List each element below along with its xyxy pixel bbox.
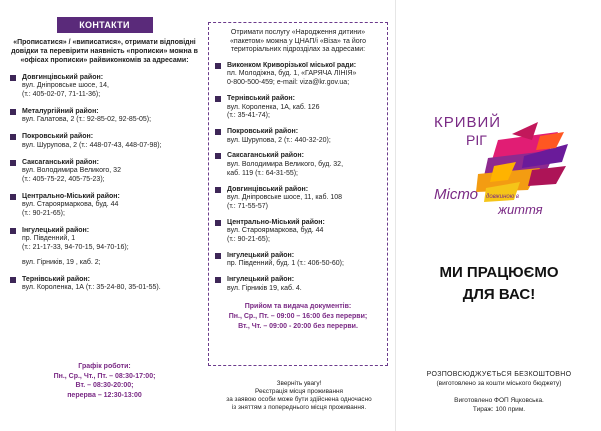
- logo-kryvyi: КРИВИЙ: [434, 114, 502, 131]
- district-address-line: вул. Володимира Великого, 32: [22, 167, 121, 175]
- contacts-panel: [0, 0, 205, 431]
- contacts-intro: «Прописатися» / «виписатися», отримати відповідні довідки та перевірити наявність «прописки» можна в «офісах прописки» райвиконкомів за адресами:: [11, 39, 198, 65]
- district-address-line: вул. Галатова, 2 (т.: 92-85-02, 92-85-05);: [22, 116, 152, 124]
- district-address-line: вул. Володимира Великого, буд. 32,: [227, 161, 344, 169]
- district-name: Виконком Криворізької міської ради:: [227, 61, 357, 69]
- made-by: Виготовлено ФОП Яцковська.: [454, 397, 544, 404]
- district-address-line: вул. Короленка, 1А (т.: 35-24-80, 35-01-55).: [22, 284, 161, 292]
- district-name: Інгулецький район:: [22, 226, 90, 234]
- district-item: [10, 159, 199, 185]
- notice-line: із зняттям з попереднього місця проживання.: [231, 404, 367, 411]
- headline-line: ДЛЯ ВАС!: [462, 286, 536, 303]
- circulation: Тираж: 100 прим.: [472, 406, 526, 413]
- district-address-line: (т.: 90-21-65);: [227, 236, 270, 244]
- district-address-line: (т.: 71-55-57): [227, 202, 268, 210]
- cnap-district-list: [215, 62, 381, 294]
- district-item: [215, 252, 381, 269]
- district-name: Саксаганський район:: [22, 158, 99, 166]
- district-name: Інгулецький район:: [227, 251, 295, 259]
- bullet-square-icon: [10, 160, 16, 166]
- district-name: Інгулецький район:: [227, 276, 295, 284]
- district-address-line: каб. 119 (т.: 64-31-55);: [227, 169, 299, 177]
- district-item: [10, 227, 199, 268]
- schedule-line: Вт. – 08:30-20:00;: [75, 382, 134, 390]
- district-address-line: вул. Короленка, 1А, каб. 126: [227, 103, 320, 111]
- district-address-line: пл. Молодіжна, буд. 1, «ГАРЯЧА ЛІНІЯ»: [227, 70, 357, 78]
- district-address-line: пр. Південний, 1: [22, 235, 76, 243]
- district-item: [215, 95, 381, 121]
- district-address-line: 0-800-500-459; e-mail: viza@kr.gov.ua;: [227, 79, 350, 87]
- district-item: [215, 186, 381, 212]
- notice-line: Зверніть увагу!: [276, 380, 322, 387]
- district-name: Центрально-Міський район:: [22, 192, 120, 200]
- district-address-line: (т.: 405-75-22, 405-75-23);: [22, 175, 105, 183]
- bullet-square-icon: [215, 63, 221, 69]
- district-name: Саксаганський район:: [227, 152, 304, 160]
- reception-title: Прийом та видача документів:: [244, 302, 352, 310]
- bullet-square-icon: [10, 228, 16, 234]
- district-name: Довгинцівський район:: [227, 185, 309, 193]
- logo-misto: Місто: [434, 186, 478, 203]
- cnap-intro: Отримати послугу «Народження дитини» «пакетом» можна у ЦНАП/і «Віза» та його територіальних підрозділах за адресами:: [230, 29, 366, 54]
- schedule-line: Пн., Ср., Чт., Пт. – 08:30-17:00;: [53, 372, 156, 380]
- district-address-line: вул. Гірників 19, каб. 4.: [227, 284, 302, 292]
- district-item: [215, 128, 381, 145]
- district-address-line: вул. Староярмаркова, буд. 44: [22, 201, 119, 209]
- reception-line: Пн., Ср., Пт. – 09:00 – 16:00 без перерви;: [228, 312, 368, 320]
- contacts-district-list: [10, 74, 199, 293]
- attention-notice: [205, 380, 393, 412]
- district-address-line: (т.: 35-41-74);: [227, 112, 270, 120]
- district-name: Центрально-Міський район:: [227, 218, 325, 226]
- bullet-square-icon: [10, 75, 16, 81]
- district-name: Покровський район:: [22, 133, 94, 141]
- bullet-square-icon: [10, 194, 16, 200]
- logo-rig: РІГ: [466, 132, 487, 148]
- district-address-line: вул. Дніпровське шосе, 14,: [22, 82, 109, 90]
- contacts-title: КОНТАКТИ: [57, 17, 153, 33]
- headline-line: МИ ПРАЦЮЄМО: [439, 264, 559, 281]
- district-item: [10, 193, 199, 219]
- district-item: [10, 108, 199, 125]
- bullet-square-icon: [10, 134, 16, 140]
- district-name: Покровський район:: [227, 128, 299, 135]
- district-address-line: вул. Шурупова, 2 (т.: 440-32-20);: [227, 136, 331, 144]
- work-schedule: [10, 362, 199, 400]
- city-logo: [428, 110, 578, 230]
- bullet-square-icon: [215, 129, 221, 135]
- district-name: Довгинцівський район:: [22, 73, 104, 81]
- district-address-line: (т.: 90-21-65);: [22, 210, 65, 218]
- bullet-square-icon: [215, 277, 221, 283]
- reception-line: Вт., Чт. – 09:00 - 20:00 без перерви.: [238, 322, 358, 330]
- district-item: [215, 276, 381, 293]
- district-item: [215, 219, 381, 245]
- district-address-line: вул. Шурупова, 2 (т.: 448-07-43, 448-07-98);: [22, 141, 162, 149]
- district-item: [10, 133, 199, 150]
- district-address-line: (т.: 21-17-33, 94-70-15, 94-70-16);: [22, 244, 129, 252]
- reception-hours: [215, 302, 381, 332]
- district-name: Тернівський район:: [22, 275, 90, 283]
- schedule-title: Графік роботи:: [78, 363, 131, 370]
- bullet-square-icon: [10, 109, 16, 115]
- district-address-line: вул. Гірників, 19 , каб. 2;: [22, 258, 101, 266]
- bullet-square-icon: [215, 153, 221, 159]
- district-address-line: вул. Староярмаркова, буд. 44: [227, 227, 324, 235]
- district-item: [10, 276, 199, 293]
- notice-line: за заявою особи може бути здійснена одночасно: [226, 396, 372, 403]
- district-name: Тернівський район:: [227, 94, 295, 102]
- district-address-line: вул. Дніпровське шосе, 11, каб. 108: [227, 194, 343, 202]
- district-address-line: пр. Південний, буд. 1 (т.: 406-50-60);: [227, 260, 344, 268]
- headline: [396, 262, 601, 306]
- funding-note: (виготовлено за кошти міського бюджету): [436, 380, 562, 387]
- district-name: Металургійний район:: [22, 107, 99, 115]
- district-item: [215, 62, 381, 88]
- bullet-square-icon: [10, 277, 16, 283]
- notice-line: Реєстрація місця проживання: [255, 388, 343, 395]
- bullet-square-icon: [215, 220, 221, 226]
- cover-panel: [395, 0, 601, 431]
- logo-dovzhynoiu: довжиною в: [486, 194, 520, 200]
- district-item: [215, 152, 381, 178]
- bullet-square-icon: [215, 187, 221, 193]
- distribution-info: [396, 370, 601, 414]
- district-item: [10, 74, 199, 100]
- distribution-label: РОЗПОВСЮДЖУЄТЬСЯ БЕЗКОШТОВНО: [426, 371, 572, 378]
- logo-zhyttia: життя: [498, 202, 543, 217]
- district-address-line: (т.: 405-02-07, 71-11-36);: [22, 91, 101, 99]
- cnap-panel: [205, 0, 393, 431]
- schedule-line: перерва – 12:30-13:00: [67, 391, 142, 399]
- bullet-square-icon: [215, 253, 221, 259]
- cnap-box: [208, 22, 388, 366]
- bullet-square-icon: [215, 96, 221, 102]
